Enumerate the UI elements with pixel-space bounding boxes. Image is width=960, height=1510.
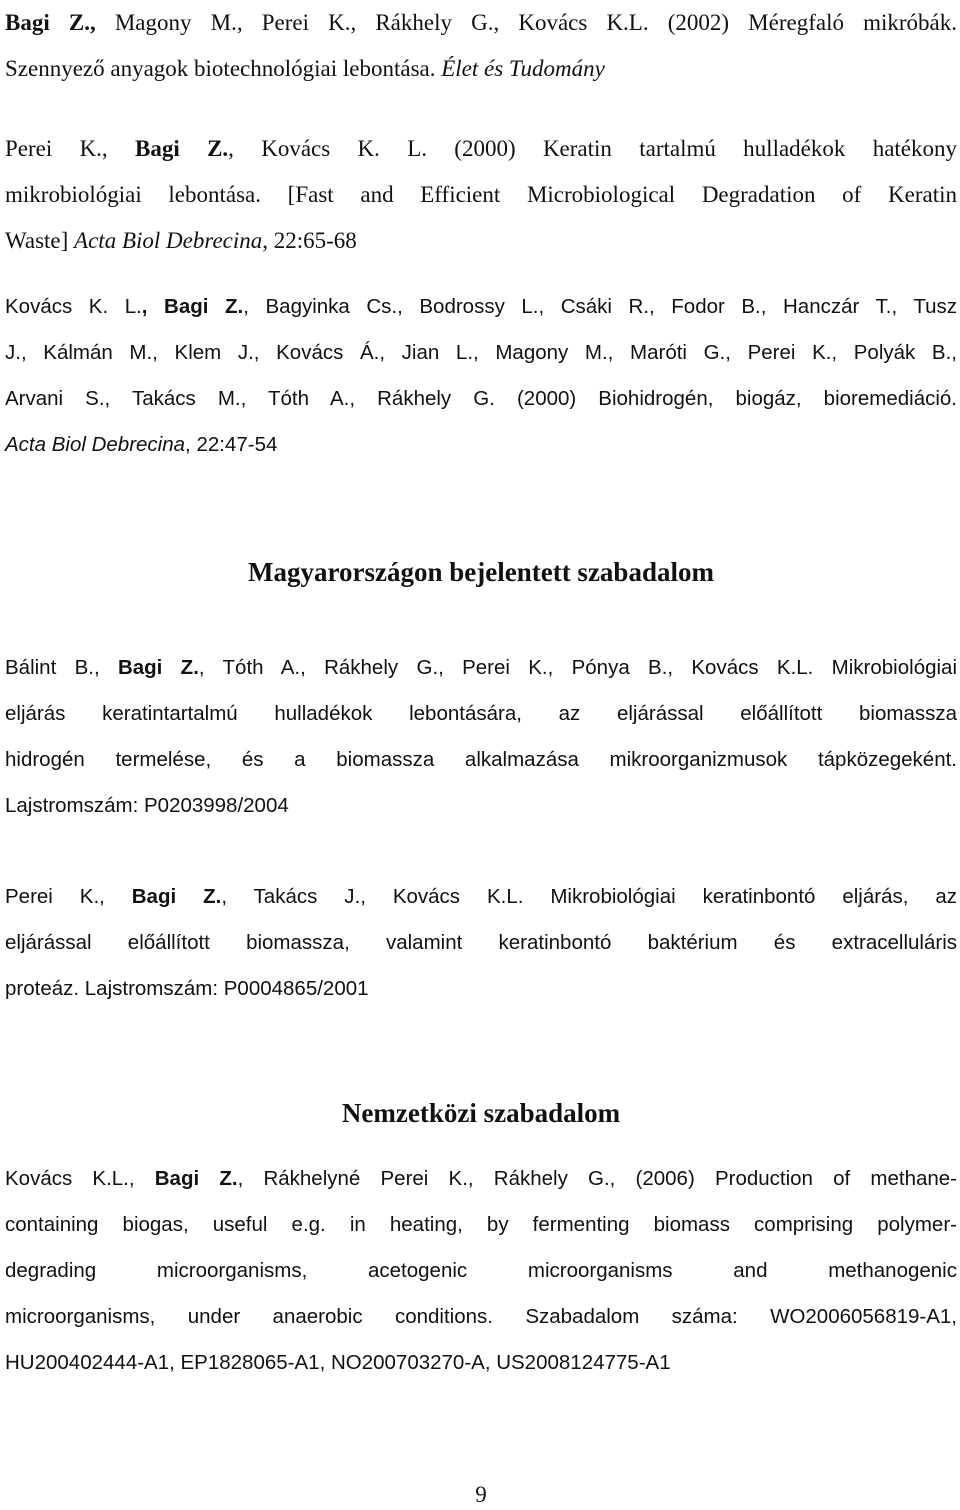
reference-entry [5,283,957,467]
text-run: containing biogas, useful e.g. in heating, by fermenting biomass comprising polymer- [5,1213,957,1236]
text-run: J., Kálmán M., Klem J., Kovács Á., Jian L., Magony M., Maróti G., Perei K., Polyák B., [5,341,957,364]
text-run: eljárással előállított biomassza, valamint keratinbontó baktérium és extracelluláris [5,931,957,954]
text-run: hidrogén termelése, és a biomassza alkalmazása mikroorganizmusok tápközegeként. [5,748,957,771]
text-run: , Bagi Z. [141,295,244,318]
text-run: Kovács K.L., [5,1167,155,1190]
text-run: mikrobiológiai lebontása. [Fast and Efficient Microbiological Degradation of Keratin [5,182,957,207]
text-line [5,218,957,264]
text-run: Szennyező anyagok biotechnológiai lebontása. [5,56,442,81]
text-run: , Bagyinka Cs., Bodrossy L., Csáki R., Fodor B., Hanczár T., Tusz [243,295,957,318]
text-run: proteáz. Lajstromszám: P0004865/2001 [5,977,369,1000]
text-line [5,1201,957,1247]
text-run: , 22:65-68 [262,228,357,253]
text-line [5,919,957,965]
text-run: Bagi Z., [5,10,96,35]
text-line [5,1247,957,1293]
text-line [5,421,957,467]
text-run: Arvani S., Takács M., Tóth A., Rákhely G. (2000) Biohidrogén, biogáz, bioremediáció. [5,387,957,410]
section-heading-international-patent: Nemzetközi szabadalom [341,1098,621,1128]
text-line [5,644,957,690]
text-run: , Tóth A., Rákhely G., Perei K., Pónya B., Kovács K.L. Mikrobiológiai [198,656,958,679]
text-line [5,283,957,329]
text-run: Élet és Tudomány [441,56,605,81]
text-line [5,375,957,421]
text-run: Kovács K. L. [5,295,142,318]
text-line [5,873,957,919]
text-line [5,690,957,736]
text-run: Bagi Z. [135,136,229,161]
reference-entry [5,0,957,92]
text-line [5,782,957,828]
patent-entry [5,873,957,1011]
text-line [5,965,957,1011]
text-line [5,1293,957,1339]
text-run: Bagi Z. [154,1167,238,1190]
text-run: microorganisms, under anaerobic conditions. Szabadalom száma: WO2006056819-A1, [5,1305,957,1328]
text-run: Magony M., Perei K., Rákhely G., Kovács K.L. (2002) Méregfaló mikróbák. [95,10,957,35]
text-line [5,329,957,375]
text-line [5,1155,957,1201]
section-heading-hungarian-patent: Magyarországon bejelentett szabadalom [248,557,714,587]
text-run: Acta Biol Debrecina [5,433,186,456]
text-line [5,1339,957,1385]
text-run: eljárás keratintartalmú hulladékok lebontására, az eljárással előállított biomassza [5,702,957,725]
patent-entry [5,1155,957,1385]
document-page [5,0,957,1505]
text-run: , Rákhelyné Perei K., Rákhely G., (2006) Production of methane- [237,1167,958,1190]
text-run: HU200402444-A1, EP1828065-A1, NO200703270-A, US2008124775-A1 [5,1351,671,1374]
text-run: Acta Biol Debrecina [74,228,263,253]
text-line [5,172,957,218]
text-run: Perei K., [5,885,132,908]
patent-entry [5,644,957,828]
text-run: , Kovács K. L. (2000) Keratin tartalmú hulladékok hatékony [228,136,958,161]
text-line [5,736,957,782]
text-line [5,46,957,92]
text-line [5,126,957,172]
text-line [5,0,957,46]
text-run: , Takács J., Kovács K.L. Mikrobiológiai keratinbontó eljárás, az [221,885,957,908]
text-run: Perei K., [5,136,136,161]
text-run: , 22:47-54 [185,433,278,456]
text-run: Waste] [5,228,75,253]
text-run: Bagi Z. [131,885,222,908]
text-run: degrading microorganisms, acetogenic microorganisms and methanogenic [5,1259,957,1282]
text-run: Bálint B., [5,656,118,679]
text-run: Bagi Z. [117,656,199,679]
page-number: 9 [475,1482,487,1507]
reference-entry [5,126,957,264]
text-run: Lajstromszám: P0203998/2004 [5,794,289,817]
